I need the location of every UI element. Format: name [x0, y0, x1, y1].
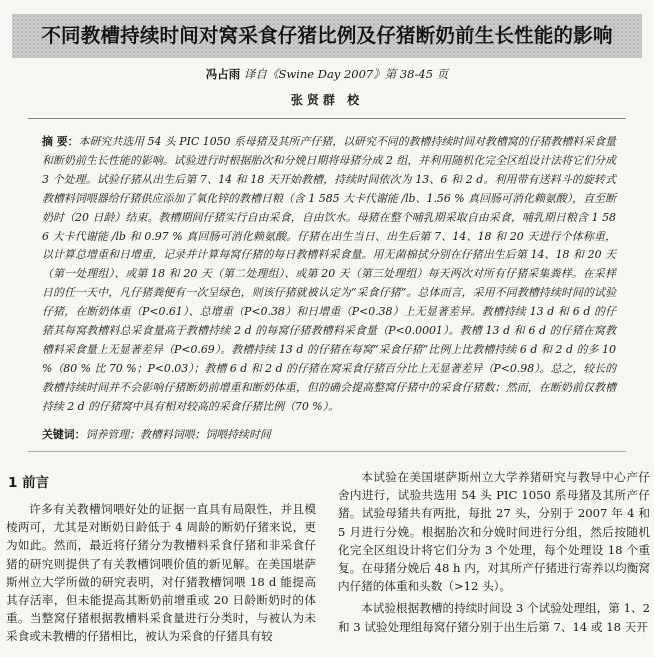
abstract-label: 摘 要： [42, 135, 79, 148]
methods-paragraph-2: 本试验根据教槽的持续时间设 3 个试验处理组，第 1、2 和 3 试验处理组每窝仔猪分别于出生后第 7、14 或 18 天开 [338, 601, 650, 634]
left-column [6, 500, 316, 646]
source-line [0, 66, 654, 82]
intro-paragraph: 许多有关教槽饲喂好处的证据一直具有局限性，并且模棱两可，尤其是对断奶日龄低于 4 周龄的断奶仔猪来说，更为如此。然而，最近将仔猪分为教槽料采食仔猪和非采食仔猪的研究则提供了有关教槽饲喂价值的新见解。在美国堪萨斯州立大学所做的研究表明，对仔猪教槽饲喂 18 d 能提高其存活率，但未能提高其断奶前增重或 20 日龄断奶时的体重。当整窝仔猪根据教槽料采食量进行分类时，与被认为未采食或未教槽的仔猪相比，被认为采食的仔猪具有较 [6, 502, 316, 644]
title-band [12, 14, 642, 58]
reviewer-line: 张贤群 校 [290, 93, 364, 107]
keywords-block [42, 427, 616, 443]
translator-name: 冯占雨 [205, 67, 241, 81]
article-title: 不同教槽持续时间对窝采食仔猪比例及仔猪断奶前生长性能的影响 [41, 24, 613, 47]
top-divider [28, 118, 626, 119]
keywords-text: 饲养管理；教槽料饲喂；饲喂持续时间 [85, 428, 271, 441]
methods-paragraph-1: 本试验在美国堪萨斯州立大学养猪研究与教导中心产仔舍内进行，试验共选用 54 头 PIC 1050 系母猪及其所产仔猪。试验母猪共有两批，每批 27 头，分别于 2007 年 4 和 5 月进行分娩。根据胎次和分娩时间进行分组，然后按随机化完全区组设计将它们分为 3 个处理，每个处理设 18 个重复。在母猪分娩后 48 h 内，对其所产仔猪进行寄养以均衡窝内仔猪的体重和头数（>12 头）。 [338, 470, 650, 594]
abstract-text: 本研究共选用 54 头 PIC 1050 系母猪及其所产仔猪，以研究不同的教槽持续时间对教槽窝的仔猪教槽料采食量和断奶前生长性能的影响。试验进行时根据胎次和分娩日期将母猪分成 2 组，并利用随机化完全区组设计法将它们分成 3 个处理。试验仔猪从出生后第 7、14 和 18 天开始教槽，持续时间依次为 13、6 和 2 d。利用带有送料斗的旋转式教槽料饲喂器给仔猪供应添加了氧化锌的教槽日粮（含 1 585 大卡代谢能 /lb、1.56 % 真回肠可消化赖氨酸），直至断奶时（20 日龄）结束。教槽期间仔猪实行自由采食，自由饮水。母猪在整个哺乳期采取自由采食，哺乳期日粮含 1 586 大卡代谢能 /lb 和 0.97 % 真回肠可消化赖氨酸。仔猪在出生当日、出生后第 7、14、18 和 20 天进行个体称重，以计算总增重和日增重，记录并计算每窝仔猪的每日教槽料采食量。用无菌棉拭分别在仔猪出生后第 14、18 和 20 天（第一处理组）、或第 18 和 20 天（第二处理组）、或第 20 天（第三处理组）每天两次对所有仔猪采集粪样。在采样日的任一天中，凡仔猪粪便有一次呈绿色，则该仔猪就被认定为“采食仔猪”。总体而言，采用不同教槽持续时间的试验仔猪，在断奶体重（P<0.61）、总增重（P<0.38）和日增重（P<0.38）上无显著差异。教槽持续 13 d 和 6 d 的仔猪其每窝教槽料总采食量高于教槽持续 2 d 的每窝仔猪教槽料采食量（P<0.0001）。教槽 13 d 和 6 d 的仔猪在窝教槽料采食量上无显著差异（P<0.69）。教槽持续 13 d 的仔猪在每窝“采食仔猪”比例上比教槽持续 6 d 和 2 d 的多 10 %（80 % 比 70 %；P<0.03）；教槽 6 d 和 2 d 的仔猪在窝采食仔猪百分比上无显著差异（P<0.98）。总之，较长的教槽持续时间并不会影响仔猪断奶前增重和断奶体重，但的确会提高整窝仔猪中的采食仔猪数；然而，在断奶前仅教槽持续 2 d 的仔猪窝中具有相对较高的采食仔猪比例（70 %）。 [42, 135, 616, 413]
source-citation: 译自《Swine Day 2007》第 38-45 页 [240, 67, 449, 81]
section-heading-introduction: 1 前言 [8, 475, 50, 491]
abstract-divider [28, 451, 626, 452]
abstract-block [42, 133, 616, 417]
right-column [338, 468, 650, 636]
keywords-label: 关键词： [42, 428, 86, 441]
